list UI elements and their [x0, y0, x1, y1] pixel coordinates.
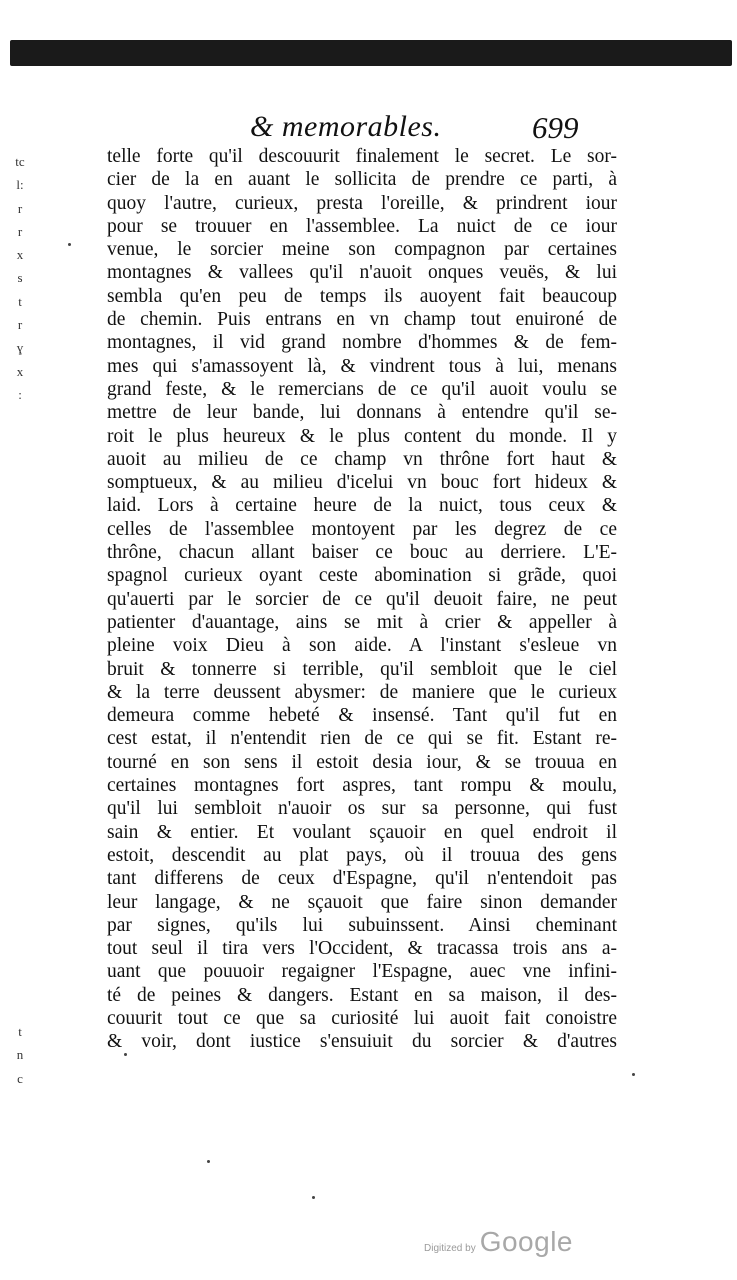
margin-marks — [6, 150, 34, 406]
text-line: leur langage, & ne sçauoit que faire sinon demander — [107, 891, 617, 913]
scan-speck — [68, 243, 71, 246]
margin-mark: ɣ — [16, 340, 24, 356]
text-line: de chemin. Puis entrans en vn champ tout enuironé de — [107, 309, 617, 331]
margin-mark: t — [18, 293, 22, 309]
text-line: roit le plus heureux & le plus content du monde. Il y — [107, 425, 617, 447]
text-line: montagnes & vallees qu'il n'auoit onques veuës, & lui — [107, 262, 617, 284]
digitized-label: Digitized by — [424, 1243, 476, 1254]
margin-mark: x — [16, 247, 24, 263]
text-line: somptueux, & au milieu d'icelui vn bouc fort hideux & — [107, 472, 617, 494]
margin-mark: tc — [15, 154, 25, 169]
margin-mark: n — [16, 1047, 24, 1063]
text-line: cest estat, il n'entendit rien de ce qui se fit. Estant re- — [107, 728, 617, 750]
text-line: celles de l'assemblee montoyent par les degrez de ce — [107, 518, 617, 540]
text-line: mettre de leur bande, lui donnans à entendre qu'il se- — [107, 402, 617, 424]
text-line: pour se trouuer en l'assemblee. La nuict de ce iour — [107, 215, 617, 237]
scan-top-bar — [10, 40, 732, 66]
running-head: & memorables. — [250, 110, 442, 143]
text-line: tourné en son sens il estoit desia iour, & se trouua en — [107, 751, 617, 773]
google-logo: Google — [479, 1226, 573, 1257]
page-header — [0, 108, 737, 148]
text-line: quoy l'autre, curieux, presta l'oreille, & prindrent iour — [107, 192, 617, 214]
margin-mark: r — [17, 317, 23, 333]
scan-speck — [312, 1196, 315, 1199]
text-line: tant differens de ceux d'Espagne, qu'il n'entendoit pas — [107, 868, 617, 890]
scan-speck — [632, 1073, 635, 1076]
text-line: bruit & tonnerre si terrible, qu'il sembloit que le ciel — [107, 658, 617, 680]
body-text — [107, 145, 617, 1054]
margin-mark: c — [17, 1070, 23, 1086]
text-line: sembla qu'en peu de temps ils auoyent fait beaucoup — [107, 285, 617, 307]
page-number: 699 — [532, 110, 579, 145]
text-line: tout seul il tira vers l'Occident, & tracassa trois ans a- — [107, 938, 617, 960]
text-line: thrône, chacun allant baiser ce bouc au derriere. L'E- — [107, 542, 617, 564]
margin-mark: l: — [16, 177, 24, 193]
text-line: cier de la en auant le sollicita de prendre ce parti, à — [107, 169, 617, 191]
margin-mark: t — [18, 1024, 22, 1039]
text-line: té de peines & dangers. Estant en sa maison, il des- — [107, 984, 617, 1006]
scan-speck — [124, 1053, 127, 1056]
text-line: auoit au milieu de ce champ vn thrône fort haut & — [107, 448, 617, 470]
text-line: telle forte qu'il descouurit finalement le secret. Le sor- — [107, 146, 617, 167]
text-line: venue, le sorcier meine son compagnon par certaines — [107, 239, 617, 261]
text-line: qu'il lui sembloit n'auoir os sur sa personne, qui fust — [107, 798, 617, 820]
text-line: qu'auerti par le sorcier de ce qu'il deuoit faire, ne peut — [107, 588, 617, 610]
text-line: sain & entier. Et voulant sçauoir en quel endroit il — [107, 821, 617, 843]
text-line: certaines montagnes fort aspres, tant rompu & moulu, — [107, 775, 617, 797]
margin-mark: r — [17, 200, 23, 216]
text-line: laid. Lors à certaine heure de la nuict, tous ceux & — [107, 495, 617, 517]
text-line: spagnol curieux oyant ceste abomination si grãde, quoi — [107, 565, 617, 587]
text-line: montagnes, il vid grand nombre d'hommes & de fem- — [107, 332, 617, 354]
margin-marks-lower — [6, 1020, 34, 1090]
text-line: & voir, dont iustice s'ensuiuit du sorcier & d'autres — [107, 1031, 617, 1053]
text-line: mes qui s'amassoyent là, & vindrent tous à lui, menans — [107, 355, 617, 377]
text-line: estoit, descendit au plat pays, où il trouua des gens — [107, 844, 617, 866]
text-line: uant que pouuoir regaigner l'Espagne, auec vne infini- — [107, 961, 617, 983]
margin-mark: r — [17, 223, 23, 239]
text-line: patienter d'auantage, ains se mit à crier & appeller à — [107, 611, 617, 633]
margin-mark: x — [16, 363, 24, 379]
text-line: grand feste, & le remercians de ce qu'il auoit voulu se — [107, 378, 617, 400]
text-line: demeura comme hebeté & insensé. Tant qu'il fut en — [107, 705, 617, 727]
text-line: par signes, qu'ils lui subuinssent. Ainsi cheminant — [107, 914, 617, 936]
text-line: couurit tout ce que sa curiosité lui auoit fait conoistre — [107, 1007, 617, 1029]
text-line: & la terre deussent abysmer: de maniere que le curieux — [107, 681, 617, 703]
text-line: pleine voix Dieu à son aide. A l'instant s'esleue vn — [107, 635, 617, 657]
scan-speck — [207, 1160, 210, 1163]
margin-mark: s — [17, 270, 23, 286]
margin-mark: : — [18, 386, 22, 402]
digitized-watermark — [424, 1226, 573, 1258]
